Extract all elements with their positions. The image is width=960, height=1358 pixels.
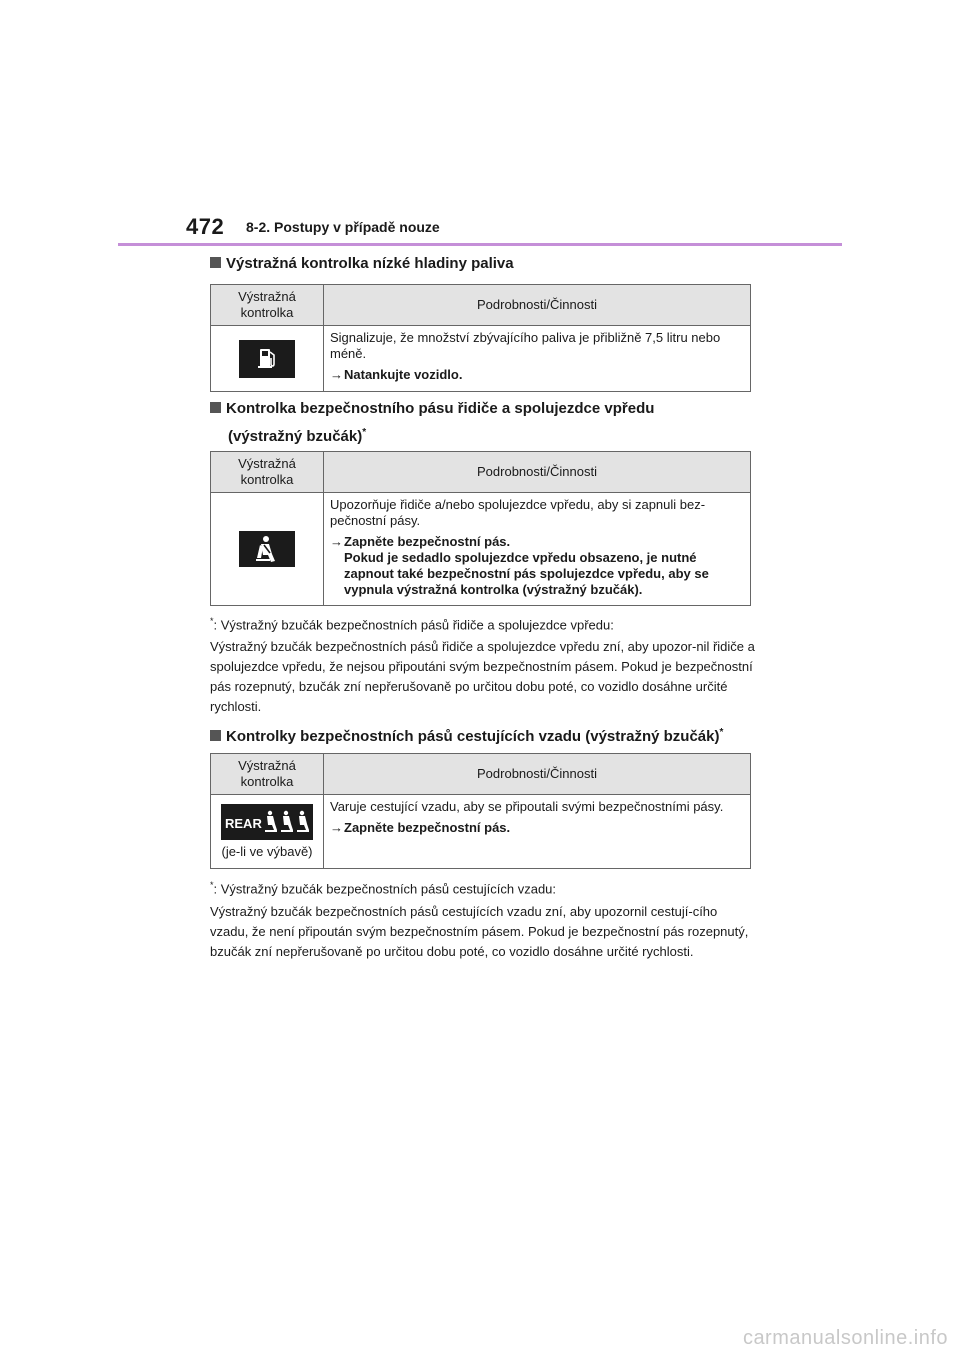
action-text: Zapněte bezpečnostní pás. (344, 820, 511, 835)
table-row (211, 795, 751, 869)
header-light: Výstražná kontrolka (211, 754, 324, 795)
header-light: Výstražná kontrolka (211, 285, 324, 326)
table-header-row (211, 285, 751, 326)
header-divider (118, 243, 842, 246)
action-text-detail: Pokud je sedadlo spolujezdce vpředu obsazeno, je nutné zapnout také bezpečnostní pás spolujezdce vpředu, aby se vypnula výstražná kontrolka (výstražný bzučák). (344, 550, 709, 597)
arrow-icon: → (330, 367, 343, 382)
footnote-text: : Výstražný bzučák bezpečnostních pásů cestujících vzadu: (213, 881, 557, 897)
footnote-front-seatbelt (210, 611, 755, 635)
table-row (211, 493, 751, 606)
details-cell (324, 493, 751, 606)
paragraph-rear-seatbelt: Výstražný bzučák bezpečnostních pásů cestujících vzadu zní, aby upozornil cestují-cího vzadu, že není připoután svým bezpečnostním pásem. Pokud je bezpečnostní pás rozepnutý, bzučák zní nepřerušovaně po určitou dobu poté, co vozidlo dosáhne určité rychlosti. (210, 904, 749, 959)
fuel-pump-icon (239, 340, 295, 378)
paragraph-front-seatbelt: Výstražný bzučák bezpečnostních pásů řidiče a spolujezdce vpředu zní, aby upozor-nil řidiče a spolujezdce vpředu, že nejsou připoutáni svým bezpečnostním pásem. Pokud je bezpečnostní pás rozepnutý, bzučák zní nepřerušovaně po určitou dobu poté, co vozidlo dosáhne určité rychlosti. (210, 639, 755, 714)
table-header-row (211, 452, 751, 493)
warning-action (330, 820, 744, 836)
section-heading-front-seatbelt (210, 397, 654, 449)
section-heading-text: Výstražná kontrolka nízké hladiny paliva (226, 255, 514, 272)
header-light: Výstražná kontrolka (211, 452, 324, 493)
rear-icon-label: REAR (225, 815, 262, 831)
seatbelt-icon (239, 531, 295, 567)
section-heading-text: (výstražný bzučák) (228, 428, 363, 445)
action-text: Natankujte vozidlo. (344, 367, 463, 382)
warning-description: Upozorňuje řidiče a/nebo spolujezdce vpředu, aby si zapnuli bez-pečnostní pásy. (330, 497, 706, 528)
section-heading-fuel (210, 252, 514, 276)
square-bullet-icon (210, 730, 221, 741)
icon-cell (211, 493, 324, 606)
footnote-mark: * (210, 880, 214, 890)
chapter-title: 8-2. Postupy v případě nouze (246, 219, 440, 235)
header-details: Podrobnosti/Činnosti (324, 754, 751, 795)
warning-table-fuel (210, 284, 751, 392)
arrow-icon: → (330, 534, 343, 549)
availability-note: (je-li ve výbavě) (221, 843, 313, 859)
section-heading-text: Kontrolka bezpečnostního pásu řidiče a spolujezdce vpředu (226, 400, 655, 417)
warning-description: Signalizuje, že množství zbývajícího paliva je přibližně 7,5 litru nebo méně. (330, 330, 721, 361)
details-cell (324, 326, 751, 392)
rear-seatbelt-icon (221, 804, 313, 840)
footnote-mark: * (210, 616, 214, 626)
warning-table-rear-seatbelt (210, 753, 751, 869)
section-heading-rear-seatbelt (210, 721, 723, 749)
square-bullet-icon (210, 257, 221, 268)
header-details: Podrobnosti/Činnosti (324, 452, 751, 493)
page-number: 472 (186, 214, 225, 239)
arrow-icon: → (330, 820, 343, 835)
warning-action (330, 367, 744, 383)
warning-table-front-seatbelt (210, 451, 751, 606)
warning-action (330, 534, 744, 598)
warning-description: Varuje cestující vzadu, aby se připoutali svými bezpečnostními pásy. (330, 799, 724, 814)
table-header-row (211, 754, 751, 795)
footnote-text: : Výstražný bzučák bezpečnostních pásů řidiče a spolujezdce vpředu: (213, 617, 614, 633)
section-heading-text: Kontrolky bezpečnostních pásů cestujících vzadu (výstražný bzučák) (226, 728, 720, 745)
watermark: carmanualsonline.info (742, 1327, 948, 1349)
footnote-mark: * (719, 727, 724, 738)
section-heading-line2 (210, 421, 654, 449)
icon-cell (211, 326, 324, 392)
footnote-mark: * (362, 427, 367, 438)
icon-cell (211, 795, 324, 869)
table-row (211, 326, 751, 392)
action-text: Zapněte bezpečnostní pás. (344, 534, 511, 549)
header-details: Podrobnosti/Činnosti (324, 285, 751, 326)
details-cell (324, 795, 751, 869)
square-bullet-icon (210, 402, 221, 413)
footnote-rear-seatbelt (210, 875, 755, 899)
